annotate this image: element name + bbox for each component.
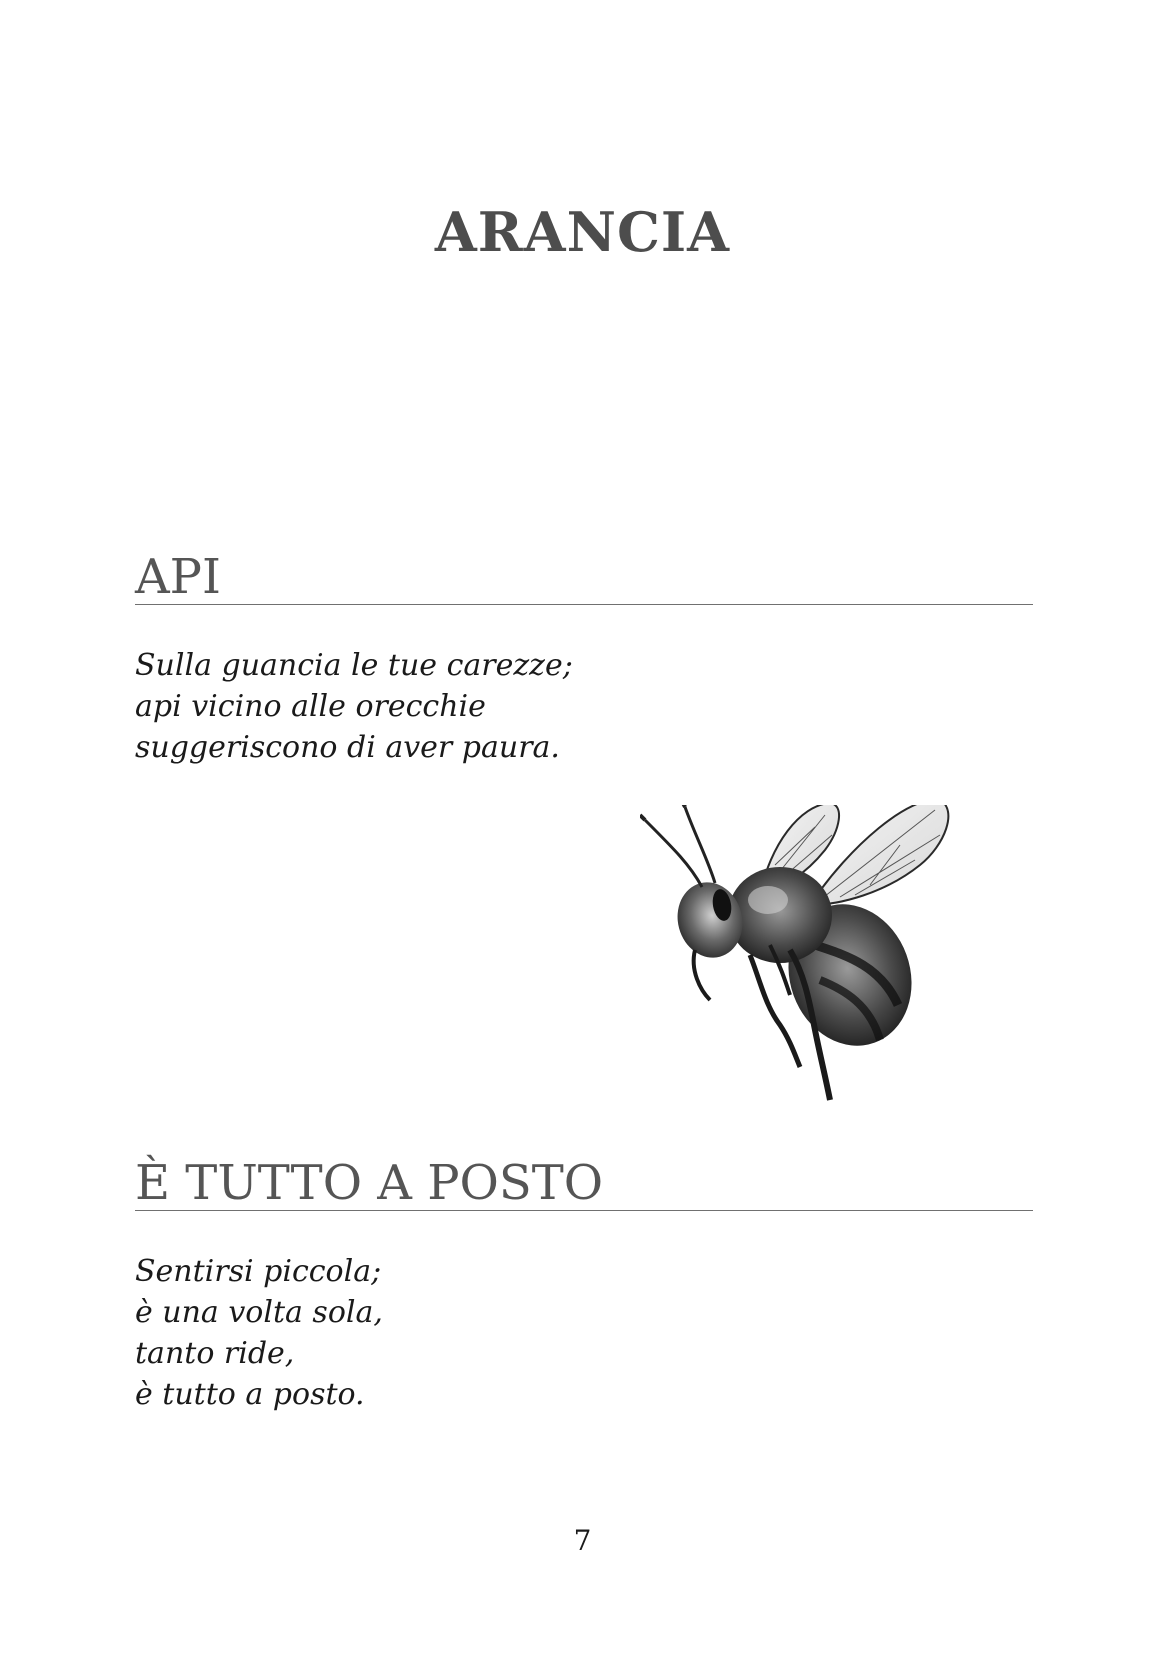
poem-line: api vicino alle orecchie	[135, 689, 486, 725]
page-number: 7	[573, 1524, 592, 1557]
poem-lines	[135, 645, 1033, 768]
poem-line: tanto ride,	[135, 1336, 295, 1372]
section-title: ARANCIA	[434, 200, 731, 264]
poem-lines	[135, 1251, 1033, 1415]
poem-line: è una volta sola,	[135, 1295, 383, 1331]
bee-illustration-icon	[640, 805, 960, 1105]
poem-tutto-a-posto	[135, 1155, 1033, 1415]
poem-line: suggeriscono di aver paura.	[135, 730, 560, 766]
poem-line: Sentirsi piccola;	[135, 1254, 382, 1290]
poem-line: è tutto a posto.	[135, 1377, 365, 1413]
poem-line: Sulla guancia le tue carezze;	[135, 648, 573, 684]
poem-api	[135, 549, 1033, 768]
poem-title: È TUTTO A POSTO	[135, 1158, 1033, 1211]
poem-title: API	[135, 552, 1033, 605]
